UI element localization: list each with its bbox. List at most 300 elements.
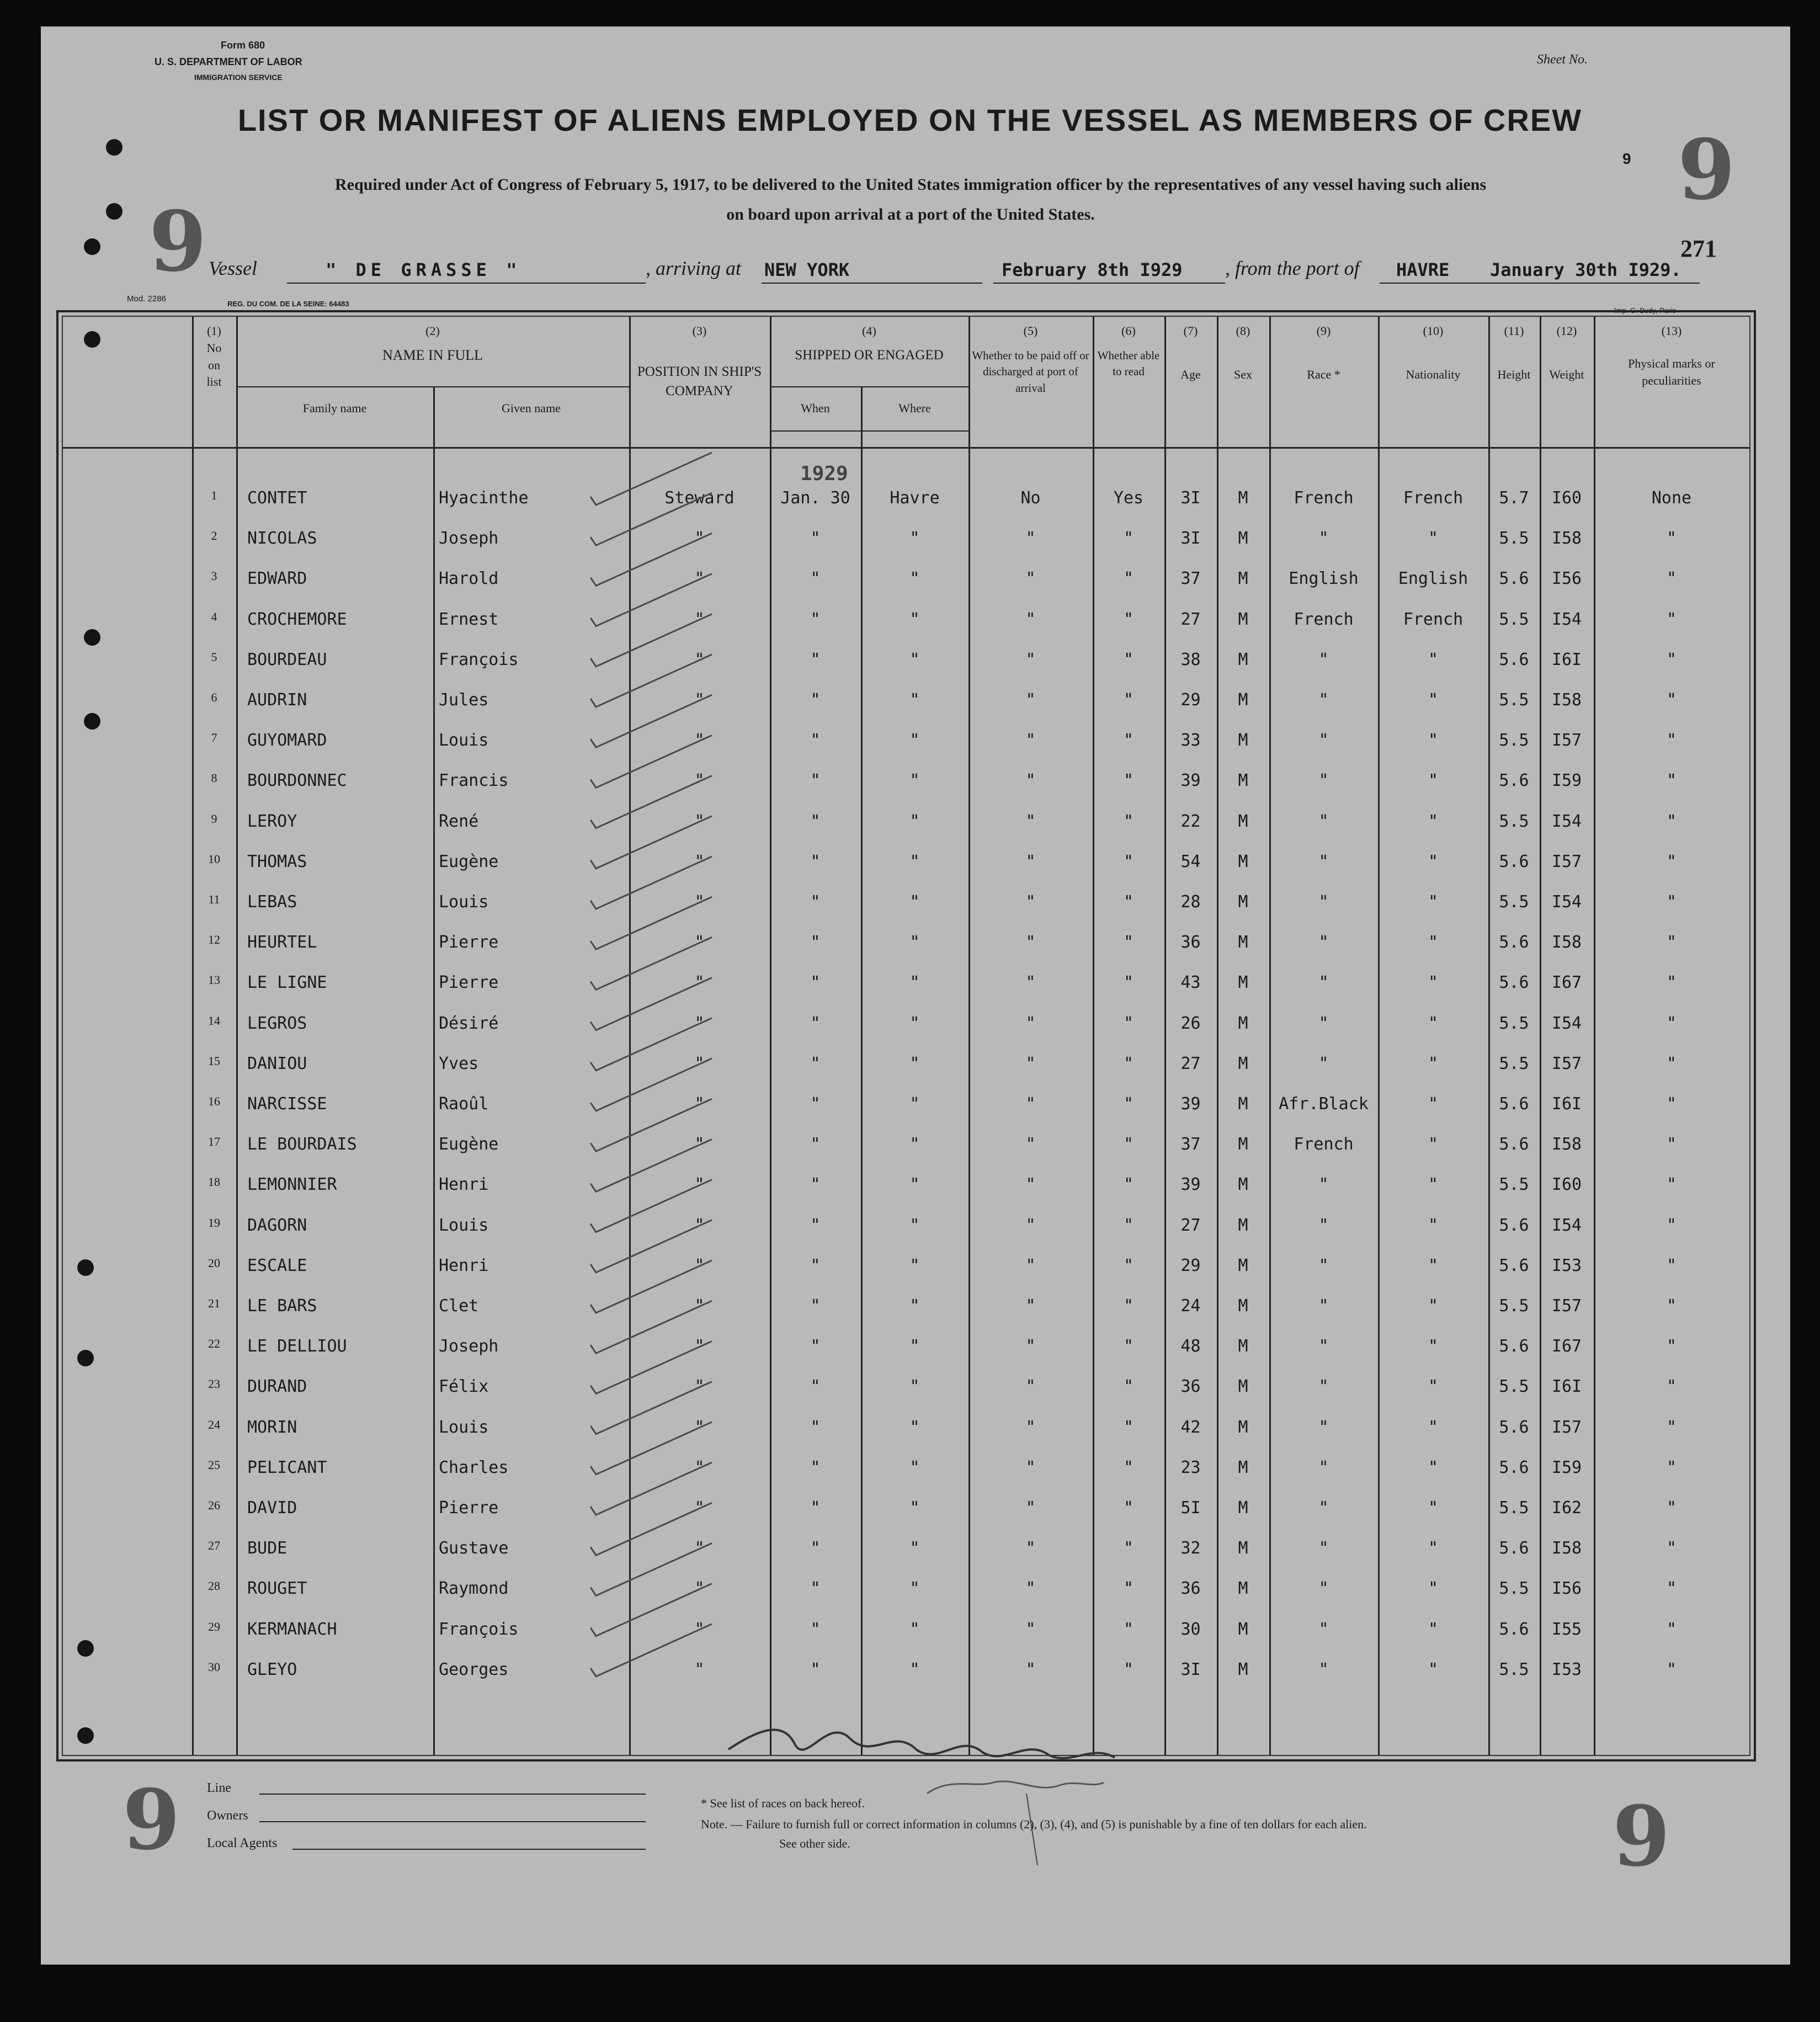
cell-where: " xyxy=(909,731,920,751)
cell-no: 5 xyxy=(211,650,217,664)
cell-nat: " xyxy=(1428,1337,1439,1356)
cell-no: 21 xyxy=(208,1296,220,1310)
cell-when: " xyxy=(810,973,821,993)
check-mark xyxy=(590,735,712,787)
cell-position: " xyxy=(694,1175,705,1195)
cell-family: ESCALE xyxy=(247,1255,307,1275)
cell-where: " xyxy=(909,1659,920,1679)
cell-given: Harold xyxy=(439,569,499,589)
cell-paid: " xyxy=(1025,690,1036,710)
col-4-header: (4) SHIPPED OR ENGAGED xyxy=(795,324,944,363)
cell-where: " xyxy=(909,1498,920,1518)
cell-family: HEURTEL xyxy=(247,933,317,953)
punch-hole xyxy=(106,139,123,156)
cell-position: " xyxy=(694,529,705,549)
cell-no: 2 xyxy=(211,529,217,543)
check-mark xyxy=(590,978,712,1030)
cell-age: 24 xyxy=(1180,1296,1201,1316)
cell-when: " xyxy=(810,690,821,710)
cell-paid: " xyxy=(1025,1255,1036,1275)
cell-given: Jules xyxy=(439,690,489,710)
cell-nat: " xyxy=(1428,690,1439,710)
cell-race: " xyxy=(1318,811,1329,831)
see-other-side: See other side. xyxy=(779,1837,850,1850)
check-mark xyxy=(590,1018,712,1071)
cell-height: 5.6 xyxy=(1499,1135,1529,1154)
cell-read: " xyxy=(1123,973,1134,993)
col-4a-header: When xyxy=(801,401,830,415)
cell-race: " xyxy=(1318,1417,1329,1437)
check-mark xyxy=(590,1624,712,1677)
cell-height: 5.7 xyxy=(1499,488,1529,508)
cell-race: " xyxy=(1318,1337,1329,1356)
cell-nat: English xyxy=(1398,569,1468,589)
cell-read: " xyxy=(1123,1539,1134,1558)
cell-no: 3 xyxy=(211,569,217,583)
footer-rule xyxy=(259,1794,646,1795)
cell-sex: M xyxy=(1238,1215,1248,1235)
cell-no: 27 xyxy=(208,1539,220,1553)
cell-height: 5.5 xyxy=(1499,1659,1529,1679)
cell-marks: " xyxy=(1666,1013,1677,1033)
col-7-header: (7) Age xyxy=(1180,324,1201,381)
cell-where: " xyxy=(909,1175,920,1195)
cell-when: " xyxy=(810,529,821,549)
cell-weight: I67 xyxy=(1551,1337,1582,1356)
cell-position: " xyxy=(694,973,705,993)
cell-nat: " xyxy=(1428,1013,1439,1033)
cell-age: 36 xyxy=(1180,933,1201,953)
cell-height: 5.6 xyxy=(1499,1539,1529,1558)
cell-when: " xyxy=(810,892,821,912)
cell-race: " xyxy=(1318,973,1329,993)
cell-family: LE LIGNE xyxy=(247,973,327,993)
cell-weight: I54 xyxy=(1551,1215,1582,1235)
cell-age: 26 xyxy=(1180,1013,1201,1033)
cell-paid: " xyxy=(1025,1457,1036,1477)
cell-no: 19 xyxy=(208,1215,220,1230)
vessel-name: " DE GRASSE " xyxy=(326,259,521,280)
col-13-header: (13) Physical marks or peculiarities xyxy=(1628,324,1715,387)
cell-read: " xyxy=(1123,1175,1134,1195)
cell-position: " xyxy=(694,892,705,912)
cell-age: 37 xyxy=(1180,569,1201,589)
cell-height: 5.6 xyxy=(1499,569,1529,589)
cell-weight: I58 xyxy=(1551,1135,1582,1154)
cell-marks: " xyxy=(1666,690,1677,710)
cell-marks: " xyxy=(1666,1337,1677,1356)
cell-family: ROUGET xyxy=(247,1579,307,1599)
cell-given: Félix xyxy=(439,1377,489,1397)
cell-marks: " xyxy=(1666,1579,1677,1599)
cell-sex: M xyxy=(1238,1417,1248,1437)
cell-no: 20 xyxy=(208,1255,220,1270)
cell-read: " xyxy=(1123,1417,1134,1437)
arrival-date: February 8th I929 xyxy=(1002,259,1183,280)
cell-marks: " xyxy=(1666,1053,1677,1073)
cell-sex: M xyxy=(1238,690,1248,710)
cell-given: Pierre xyxy=(439,933,499,953)
cell-position: " xyxy=(694,1619,705,1639)
cell-given: Gustave xyxy=(439,1539,509,1558)
cell-where: " xyxy=(909,933,920,953)
cell-position: " xyxy=(694,1337,705,1356)
cell-when: " xyxy=(810,1255,821,1275)
cell-weight: I6I xyxy=(1551,1094,1582,1114)
cell-height: 5.6 xyxy=(1499,1215,1529,1235)
cell-given: Joseph xyxy=(439,529,499,549)
cell-sex: M xyxy=(1238,1053,1248,1073)
cell-sex: M xyxy=(1238,852,1248,871)
check-mark xyxy=(590,574,712,626)
cell-given: Louis xyxy=(439,731,489,751)
cell-position: " xyxy=(694,1377,705,1397)
check-mark xyxy=(590,533,712,586)
cell-height: 5.5 xyxy=(1499,1377,1529,1397)
col-10-header: (10) Nationality xyxy=(1406,324,1461,381)
cell-height: 5.5 xyxy=(1499,690,1529,710)
subtitle-line-2: on board upon arrival at a port of the United States. xyxy=(726,205,1095,224)
cell-where: " xyxy=(909,1215,920,1235)
cell-age: 30 xyxy=(1180,1619,1201,1639)
cell-weight: I56 xyxy=(1551,1579,1582,1599)
col-6-header: (6) Whether able to read xyxy=(1097,324,1160,379)
cell-where: " xyxy=(909,771,920,791)
cell-family: CROCHEMORE xyxy=(247,609,347,629)
cell-where: " xyxy=(909,811,920,831)
cell-age: 5I xyxy=(1180,1498,1201,1518)
col-rule xyxy=(433,386,435,1755)
cell-where: " xyxy=(909,1377,920,1397)
check-mark xyxy=(590,816,712,869)
cell-marks: " xyxy=(1666,1498,1677,1518)
cell-nat: " xyxy=(1428,892,1439,912)
cell-paid: " xyxy=(1025,933,1036,953)
header-rule xyxy=(63,447,1749,449)
cell-sex: M xyxy=(1238,1659,1248,1679)
cell-paid: " xyxy=(1025,1053,1036,1073)
cell-weight: I55 xyxy=(1551,1619,1582,1639)
cell-race: " xyxy=(1318,852,1329,871)
cell-weight: I58 xyxy=(1551,933,1582,953)
cell-marks: " xyxy=(1666,1539,1677,1558)
cell-no: 15 xyxy=(208,1053,220,1068)
cell-age: 29 xyxy=(1180,1255,1201,1275)
cell-where: " xyxy=(909,569,920,589)
cell-family: LEBAS xyxy=(247,892,297,912)
cell-when: " xyxy=(810,1215,821,1235)
cell-paid: " xyxy=(1025,1417,1036,1437)
cell-read: " xyxy=(1123,771,1134,791)
cell-weight: I67 xyxy=(1551,973,1582,993)
cell-paid: " xyxy=(1025,569,1036,589)
cell-height: 5.5 xyxy=(1499,811,1529,831)
col-12-header: (12) Weight xyxy=(1549,324,1584,381)
cell-marks: " xyxy=(1666,569,1677,589)
from-port: HAVRE xyxy=(1396,259,1450,280)
underline xyxy=(993,283,1225,284)
cell-no: 7 xyxy=(211,731,217,745)
cell-paid: " xyxy=(1025,1296,1036,1316)
check-mark xyxy=(590,695,712,747)
cell-height: 5.5 xyxy=(1499,1013,1529,1033)
cell-where: " xyxy=(909,1619,920,1639)
cell-family: GUYOMARD xyxy=(247,731,327,751)
cell-race: " xyxy=(1318,690,1329,710)
cell-no: 14 xyxy=(208,1013,220,1028)
cell-race: " xyxy=(1318,1659,1329,1679)
cell-weight: I53 xyxy=(1551,1255,1582,1275)
cell-race: " xyxy=(1318,1013,1329,1033)
cell-where: " xyxy=(909,1579,920,1599)
cell-nat: " xyxy=(1428,1377,1439,1397)
cell-nat: " xyxy=(1428,1053,1439,1073)
cell-given: Louis xyxy=(439,1417,489,1437)
cell-nat: " xyxy=(1428,973,1439,993)
cell-when: " xyxy=(810,1457,821,1477)
cell-where: " xyxy=(909,1013,920,1033)
cell-age: 27 xyxy=(1180,1053,1201,1073)
cell-weight: I58 xyxy=(1551,529,1582,549)
cell-age: 38 xyxy=(1180,650,1201,669)
cell-weight: I54 xyxy=(1551,892,1582,912)
cell-race: Afr.Black xyxy=(1279,1094,1369,1114)
cell-sex: M xyxy=(1238,1377,1248,1397)
cell-marks: None xyxy=(1651,488,1692,508)
cell-weight: I6I xyxy=(1551,1377,1582,1397)
underline xyxy=(287,283,646,284)
cell-read: " xyxy=(1123,1619,1134,1639)
cell-sex: M xyxy=(1238,1175,1248,1195)
cell-sex: M xyxy=(1238,731,1248,751)
cell-no: 9 xyxy=(211,811,217,826)
cell-age: 3I xyxy=(1180,1659,1201,1679)
cell-age: 39 xyxy=(1180,1175,1201,1195)
cell-height: 5.5 xyxy=(1499,609,1529,629)
cell-age: 22 xyxy=(1180,811,1201,831)
cell-sex: M xyxy=(1238,529,1248,549)
cell-height: 5.6 xyxy=(1499,852,1529,871)
cell-position: " xyxy=(694,811,705,831)
cell-marks: " xyxy=(1666,609,1677,629)
cell-read: Yes xyxy=(1113,488,1144,508)
cell-when: " xyxy=(810,1135,821,1154)
cell-read: " xyxy=(1123,933,1134,953)
stamp-number: 9 xyxy=(1678,121,1736,219)
cell-sex: M xyxy=(1238,811,1248,831)
cell-height: 5.5 xyxy=(1499,731,1529,751)
cell-family: LE DELLIOU xyxy=(247,1337,347,1356)
cell-race: " xyxy=(1318,1457,1329,1477)
cell-where: " xyxy=(909,1296,920,1316)
cell-nat: " xyxy=(1428,1255,1439,1275)
cell-marks: " xyxy=(1666,852,1677,871)
cell-given: Pierre xyxy=(439,973,499,993)
cell-age: 33 xyxy=(1180,731,1201,751)
cell-nat: " xyxy=(1428,650,1439,669)
cell-marks: " xyxy=(1666,1296,1677,1316)
cell-age: 42 xyxy=(1180,1417,1201,1437)
cell-given: Charles xyxy=(439,1457,509,1477)
sheet-label: Sheet No. xyxy=(1537,52,1588,67)
cell-no: 18 xyxy=(208,1175,220,1189)
col-9-header: (9) Race * xyxy=(1307,324,1340,381)
cell-given: Raoûl xyxy=(439,1094,489,1114)
cell-age: 29 xyxy=(1180,690,1201,710)
stamp-number: 9 xyxy=(123,1771,180,1869)
cell-no: 29 xyxy=(208,1619,220,1633)
cell-no: 8 xyxy=(211,771,217,785)
footer-rule xyxy=(292,1849,646,1850)
check-mark xyxy=(590,1099,712,1151)
cell-weight: I57 xyxy=(1551,1053,1582,1073)
cell-paid: " xyxy=(1025,1337,1036,1356)
cell-where: Havre xyxy=(890,488,940,508)
cell-given: Eugène xyxy=(439,1135,499,1154)
cell-position: Steward xyxy=(664,488,735,508)
cell-no: 26 xyxy=(208,1498,220,1512)
cell-height: 5.5 xyxy=(1499,1296,1529,1316)
cell-sex: M xyxy=(1238,1013,1248,1033)
cell-read: " xyxy=(1123,731,1134,751)
cell-given: Clet xyxy=(439,1296,479,1316)
cell-marks: " xyxy=(1666,1094,1677,1114)
cell-nat: " xyxy=(1428,771,1439,791)
header-rule xyxy=(236,386,629,387)
cell-where: " xyxy=(909,1053,920,1073)
cell-paid: " xyxy=(1025,1498,1036,1518)
cell-age: 3I xyxy=(1180,488,1201,508)
cell-age: 28 xyxy=(1180,892,1201,912)
cell-paid: " xyxy=(1025,650,1036,669)
cell-when: " xyxy=(810,609,821,629)
cell-race: " xyxy=(1318,1053,1329,1073)
cell-no: 16 xyxy=(208,1094,220,1108)
cell-family: AUDRIN xyxy=(247,690,307,710)
cell-given: Pierre xyxy=(439,1498,499,1518)
cell-marks: " xyxy=(1666,811,1677,831)
cell-given: Joseph xyxy=(439,1337,499,1356)
cell-weight: I58 xyxy=(1551,1539,1582,1558)
cell-marks: " xyxy=(1666,650,1677,669)
cell-read: " xyxy=(1123,1094,1134,1114)
cell-no: 1 xyxy=(211,488,217,502)
cell-paid: " xyxy=(1025,1013,1036,1033)
cell-no: 10 xyxy=(208,852,220,866)
cell-when: " xyxy=(810,1175,821,1195)
cell-height: 5.5 xyxy=(1499,1498,1529,1518)
cell-nat: " xyxy=(1428,852,1439,871)
cell-position: " xyxy=(694,1013,705,1033)
cell-weight: I62 xyxy=(1551,1498,1582,1518)
cell-given: Désiré xyxy=(439,1013,499,1033)
cell-age: 39 xyxy=(1180,1094,1201,1114)
cell-race: " xyxy=(1318,1619,1329,1639)
cell-height: 5.6 xyxy=(1499,1457,1529,1477)
cell-paid: " xyxy=(1025,852,1036,871)
check-mark xyxy=(590,1584,712,1636)
cell-where: " xyxy=(909,529,920,549)
cell-weight: I57 xyxy=(1551,1296,1582,1316)
cell-sex: M xyxy=(1238,1498,1248,1518)
cell-paid: " xyxy=(1025,892,1036,912)
cell-height: 5.5 xyxy=(1499,1579,1529,1599)
cell-race: French xyxy=(1294,1135,1354,1154)
cell-nat: " xyxy=(1428,1417,1439,1437)
cell-family: DANIOU xyxy=(247,1053,307,1073)
check-mark xyxy=(590,856,712,909)
cell-where: " xyxy=(909,1417,920,1437)
cell-nat: French xyxy=(1403,609,1464,629)
check-mark xyxy=(590,937,712,989)
cell-age: 36 xyxy=(1180,1377,1201,1397)
cell-when: " xyxy=(810,731,821,751)
col-2a-header: Family name xyxy=(302,401,367,415)
check-mark xyxy=(590,614,712,667)
cell-when: " xyxy=(810,1539,821,1558)
cell-sex: M xyxy=(1238,1579,1248,1599)
cell-nat: " xyxy=(1428,1296,1439,1316)
cell-read: " xyxy=(1123,892,1134,912)
check-mark xyxy=(590,453,712,505)
col-2-header: (2) NAME IN FULL xyxy=(382,324,483,363)
cell-position: " xyxy=(694,690,705,710)
cell-age: 36 xyxy=(1180,1579,1201,1599)
cell-paid: " xyxy=(1025,1659,1036,1679)
cell-position: " xyxy=(694,1498,705,1518)
check-mark xyxy=(590,776,712,828)
cell-when: " xyxy=(810,852,821,871)
cell-where: " xyxy=(909,1457,920,1477)
cell-age: 3I xyxy=(1180,529,1201,549)
cell-no: 24 xyxy=(208,1417,220,1432)
cell-paid: " xyxy=(1025,529,1036,549)
form-number: Form 680 xyxy=(221,40,265,51)
cell-when: " xyxy=(810,1659,821,1679)
cell-race: " xyxy=(1318,892,1329,912)
cell-nat: " xyxy=(1428,1094,1439,1114)
cell-read: " xyxy=(1123,1659,1134,1679)
cell-no: 11 xyxy=(208,892,220,906)
cell-no: 13 xyxy=(208,973,220,987)
check-mark xyxy=(590,1220,712,1273)
cell-family: LEROY xyxy=(247,811,297,831)
cell-age: 54 xyxy=(1180,852,1201,871)
department: U. S. DEPARTMENT OF LABOR xyxy=(155,56,302,67)
check-mark xyxy=(590,1543,712,1595)
cell-weight: I57 xyxy=(1551,852,1582,871)
cell-age: 48 xyxy=(1180,1337,1201,1356)
cell-paid: " xyxy=(1025,731,1036,751)
cell-family: PELICANT xyxy=(247,1457,327,1477)
cell-when: Jan. 30 xyxy=(780,488,850,508)
footer-agents-label: Local Agents xyxy=(207,1836,278,1850)
cell-weight: I57 xyxy=(1551,1417,1582,1437)
cell-when: " xyxy=(810,1619,821,1639)
cell-family: BOURDONNEC xyxy=(247,771,347,791)
cell-paid: " xyxy=(1025,1135,1036,1154)
cell-no: 22 xyxy=(208,1337,220,1351)
stamp-number: 9 xyxy=(1613,1788,1670,1885)
cell-family: DAGORN xyxy=(247,1215,307,1235)
cell-given: Yves xyxy=(439,1053,479,1073)
check-mark xyxy=(590,1180,712,1232)
cell-where: " xyxy=(909,1539,920,1558)
cell-no: 12 xyxy=(208,933,220,947)
cell-when: " xyxy=(810,1053,821,1073)
cell-position: " xyxy=(694,1094,705,1114)
cell-no: 30 xyxy=(208,1659,220,1674)
